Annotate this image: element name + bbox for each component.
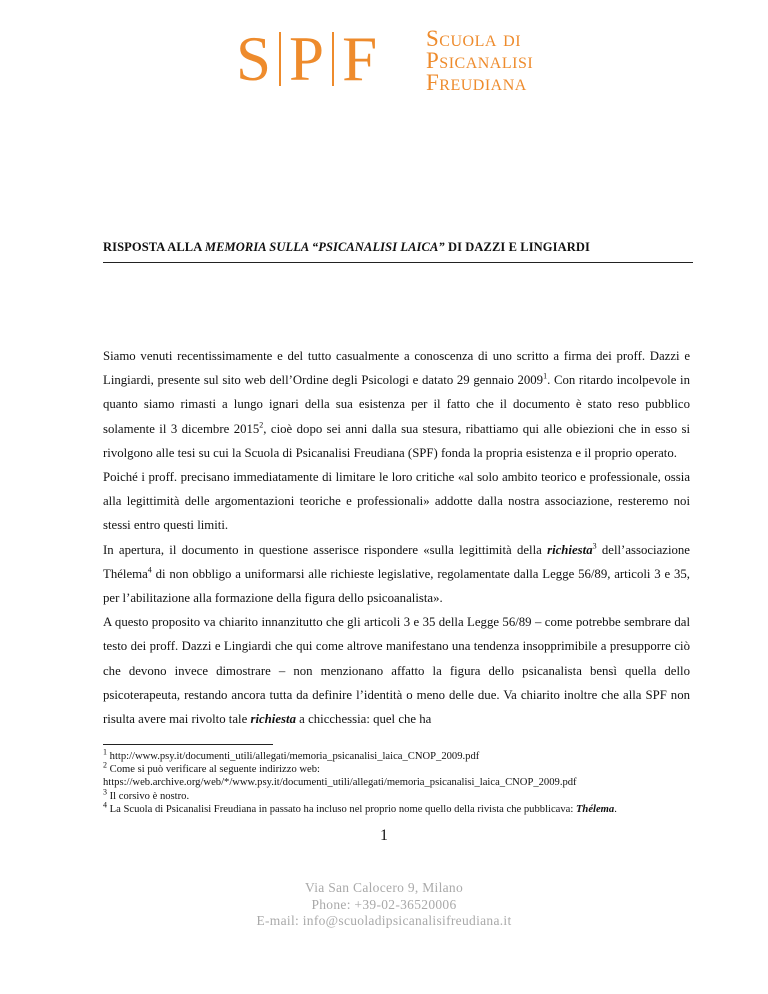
logo-letter-f: F <box>342 24 378 94</box>
document-body <box>103 344 690 731</box>
footnote: $^1$ http://www.psy.it/documenti_utili/allegati/memoria_psicanalisi_laica_CNOP_2009.pdf <box>103 747 480 762</box>
footer-email[interactable]: E-mail: info@scuoladipsicanalisifreudiana.it <box>256 913 512 928</box>
title-text: RISPOSTA ALLA <box>103 240 205 254</box>
logo-divider <box>279 32 281 86</box>
document-title <box>103 240 693 255</box>
footnote-ref: 4 <box>147 565 152 575</box>
logo-divider <box>332 32 334 86</box>
logo-line: Scuola di <box>426 26 522 51</box>
page-number: 1 <box>380 827 388 844</box>
header-logo <box>0 18 768 98</box>
footnote-ref: 2 <box>259 420 264 430</box>
footnote-url[interactable]: https://web.archive.org/web/*/www.psy.it/documenti_utili/allegati/memoria_psicanalisi_laica_CNOP_2009.pdf <box>103 777 577 789</box>
footnote-ref: 1 <box>543 371 548 381</box>
footnotes <box>103 747 693 816</box>
paragraph: In apertura, il documento in questione asserisce rispondere «sulla legittimità della richiesta$^3$ dell’associazione Thélema$^4$ di non obbligo a uniformarsi alle richieste legislative, regolamentate dalla Legge 56/89, articoli 3 e 35, per l’abilitazione alla formazione della figura dello psicoanalista». <box>103 541 690 606</box>
title-text: DI DAZZI E LINGIARDI <box>444 240 590 254</box>
logo-letter-p: P <box>289 24 325 94</box>
logo-wordmark <box>426 28 533 94</box>
footer-phone: Phone: +39-02-36520006 <box>311 896 457 912</box>
title-underline <box>103 262 693 263</box>
title-italic: MEMORIA SULLA “PSICANALISI LAICA” <box>204 240 445 254</box>
footnote-ref: 3 <box>592 541 597 551</box>
spf-logo-mark <box>236 24 377 94</box>
logo-letter-s: S <box>236 24 272 94</box>
paragraph: A questo proposito va chiarito innanzitutto che gli articoli 3 e 35 della Legge 56/89 – come potrebbe sembrare dal testo dei proff. Dazzi e Lingiardi che qui come altrove manifestano una tendenza insopprimibile a presupporre ciò che devono invece dimostrare – non menzionano affatto la figura dello psicanalista bensì quella dello psicoterapeuta, restando ancora tutta da definire l’identità o meno delle due. Va chiarito inoltre che alla SPF non risulta avere mai rivolto tale richiesta a chicchessia: quel che ha <box>103 615 690 727</box>
emphasis: richiesta <box>547 542 593 557</box>
footnote-separator <box>103 744 273 745</box>
logo-line: Psicanalisi <box>426 48 534 73</box>
footnote-link[interactable]: http://www.psy.it/documenti_utili/allegati/memoria_psicanalisi_laica_CNOP_2009.pdf <box>107 751 480 762</box>
footnote: $^3$ Il corsivo è nostro. <box>103 787 190 802</box>
paragraph: Siamo venuti recentissimamente e del tutto casualmente a conoscenza di uno scritto a firma dei proff. Dazzi e Lingiardi, presente sul sito web dell’Ordine degli Psicologi e datato 29 gennaio 2009$^1$. Con ritardo incolpevole in quanto siamo rimasti a lungo ignari della sua esistenza per il fatto che il documento è stato reso pubblico solamente il 3 dicembre 2015$^2$, cioè dopo sei anni dalla sua stesura, ribattiamo qui alle obiezioni che in esso si rivolgono alle tesi su cui la Scuola di Psicanalisi Freudiana (SPF) fonda la propria esistenza e il proprio operato. <box>103 349 691 460</box>
logo-line: Freudiana <box>426 70 527 95</box>
page-footer <box>0 880 768 930</box>
footer-address: Via San Calocero 9, Milano <box>304 880 464 895</box>
paragraph: Poiché i proff. precisano immediatamente di limitare le loro critiche «al solo ambito teorico e professionale, ossia alla legittimità delle argomentazioni teoriche e professionali» addotte dalla nostra associazione, resteremo noi stessi entro questi limiti. <box>103 470 690 533</box>
emphasis: richiesta <box>250 712 296 727</box>
footnote: $^2$ Come si può verificare al seguente indirizzo web: <box>103 760 320 776</box>
footnote: $^4$ La Scuola di Psicanalisi Freudiana in passato ha incluso nel proprio nome quello della rivista che pubblicava: Thélema. <box>103 800 617 815</box>
